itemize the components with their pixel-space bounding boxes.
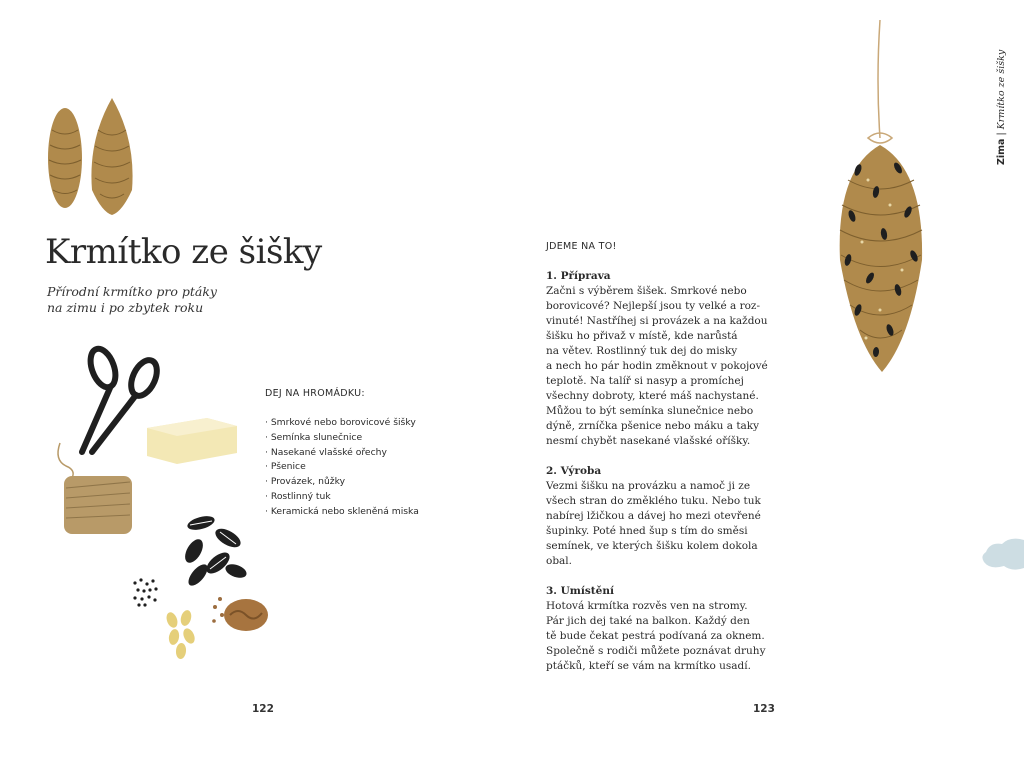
step-text-line: semínek, ve kterých šišku kolem dokola — [546, 540, 758, 552]
step-title: 1. Příprava — [546, 270, 611, 282]
decorative-cloud-shape — [980, 536, 1024, 572]
right-page — [512, 0, 1024, 768]
twine-ball-illustration — [52, 438, 142, 538]
page-number-right: 123 — [753, 703, 775, 715]
side-label-separator: | — [996, 132, 1007, 136]
wheat-grains-illustration — [162, 610, 202, 660]
section-name: Zima — [996, 138, 1007, 165]
step-placement — [546, 584, 781, 674]
step-preparation — [546, 269, 781, 449]
step-text-line: nabírej lžičkou a dávej ho mezi otevřené — [546, 510, 761, 522]
step-text-line: Vezmi šišku na provázku a namoč ji ze — [546, 480, 751, 492]
step-text-line: a nech ho pár hodin změknout v pokojové — [546, 360, 768, 372]
step-text-line: Hotová krmítka rozvěs ven na stromy. — [546, 600, 748, 612]
step-text-line: Společně s rodiči můžete poznávat druhy — [546, 645, 766, 657]
butter-block-illustration — [142, 408, 242, 466]
step-text-line: ptáčků, kteří se vám na krmítko usadí. — [546, 660, 751, 672]
ingredient-item: · Rostlinný tuk — [265, 490, 495, 505]
step-title: 2. Výroba — [546, 465, 602, 477]
subtitle-line: na zimu i po zbytek roku — [47, 300, 204, 315]
hanging-pine-cone-feeder-illustration — [828, 20, 938, 380]
step-text-line: šišku ho přivaž v místě, kde narůstá — [546, 330, 738, 342]
step-text-line: na větev. Rostlinný tuk dej do misky — [546, 345, 738, 357]
instructions-heading: JDEME NA TO! — [546, 241, 617, 252]
step-title: 3. Umístění — [546, 585, 614, 597]
page-number-left: 122 — [252, 703, 274, 715]
subtitle-line: Přírodní krmítko pro ptáky — [47, 284, 217, 299]
step-text-line: teplotě. Na talíř si nasyp a promíchej — [546, 375, 744, 387]
page-title: Krmítko ze šišky — [45, 232, 322, 272]
step-text-line: dýně, zrníčka pšenice nebo máku a taky — [546, 420, 760, 432]
step-text-line: obal. — [546, 555, 572, 567]
walnut-illustration — [210, 585, 270, 640]
poppy-seeds-illustration — [130, 575, 164, 609]
ingredient-item: · Keramická nebo skleněná miska — [265, 505, 495, 520]
ingredient-item: · Smrkové nebo borovicové šišky — [265, 416, 495, 431]
page-subtitle — [47, 284, 267, 316]
step-text-line: borovicové? Nejlepší jsou ty velké a roz- — [546, 300, 761, 312]
ingredient-item: · Nasekané vlašské ořechy — [265, 446, 495, 461]
ingredient-item: · Pšenice — [265, 460, 495, 475]
step-production — [546, 464, 781, 569]
instructions-section — [546, 241, 781, 689]
section-side-label — [996, 50, 1007, 165]
step-text-line: vinuté! Nastříhej si provázek a na každou — [546, 315, 768, 327]
step-text-line: tě bude čekat pestrá podívaná za oknem. — [546, 630, 765, 642]
section-title: Krmítko ze šišky — [996, 49, 1007, 130]
ingredients-list — [265, 416, 495, 520]
ingredient-item: · Provázek, nůžky — [265, 475, 495, 490]
ingredients-section — [265, 388, 495, 520]
step-text-line: Začni s výběrem šišek. Smrkové nebo — [546, 285, 747, 297]
step-text-line: Můžou to být semínka slunečnice nebo — [546, 405, 754, 417]
step-text-line: všechny dobroty, které máš nachystané. — [546, 390, 759, 402]
sunflower-seeds-illustration — [176, 513, 251, 593]
ingredients-heading: DEJ NA HROMÁDKU: — [265, 388, 365, 399]
step-text-line: šupinky. Poté hned šup s tím do směsi — [546, 525, 748, 537]
ingredient-item: · Semínka slunečnice — [265, 431, 495, 446]
step-text-line: nesmí chybět nasekané vlašské oříšky. — [546, 435, 751, 447]
pine-cones-illustration — [40, 90, 150, 220]
step-text-line: Pár jich dej také na balkon. Každý den — [546, 615, 750, 627]
step-text-line: všech stran do změklého tuku. Nebo tuk — [546, 495, 761, 507]
